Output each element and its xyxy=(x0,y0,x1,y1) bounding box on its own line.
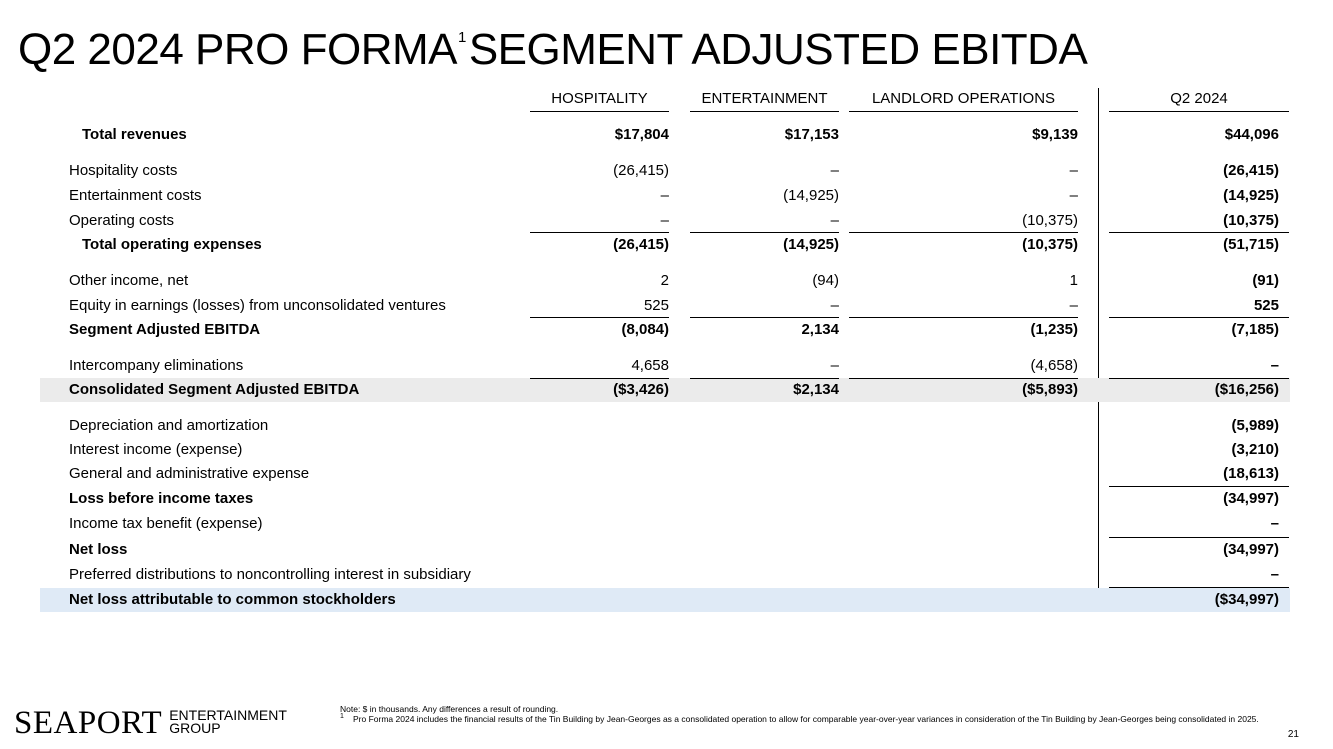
cell-landlord-operations: (10,375) xyxy=(1022,212,1078,229)
footnotes xyxy=(340,704,1280,724)
logo-subtitle-line2: GROUP xyxy=(169,720,221,736)
row-label: Income tax benefit (expense) xyxy=(69,515,263,532)
cell-entertainment: (14,925) xyxy=(783,187,839,204)
cell-q2-2024: – xyxy=(1270,566,1279,583)
row-label: Total operating expenses xyxy=(82,236,262,253)
table-row-hospitality-costs xyxy=(40,159,1290,183)
column-header-entertainment: ENTERTAINMENT xyxy=(690,90,839,112)
table-row-income-tax xyxy=(40,512,1290,536)
cell-entertainment: – xyxy=(830,297,839,314)
table-row-other-income xyxy=(40,269,1290,293)
table-row-total-revenues xyxy=(40,123,1290,147)
cell-q2-2024: – xyxy=(1270,515,1279,532)
cell-landlord-operations: (10,375) xyxy=(1022,236,1078,253)
logo-subtitle-line1: ENTERTAINMENT xyxy=(169,707,287,723)
cell-q2-2024: (10,375) xyxy=(1223,212,1279,229)
cell-hospitality: – xyxy=(660,212,669,229)
cell-landlord-operations: – xyxy=(1069,187,1078,204)
cell-q2-2024: ($34,997) xyxy=(1214,591,1279,608)
table-row-segment-adjusted-ebitda xyxy=(40,318,1290,342)
cell-landlord-operations: (4,658) xyxy=(1030,357,1078,374)
table-row-net-loss xyxy=(40,538,1290,562)
row-label: Loss before income taxes xyxy=(69,490,254,507)
note-text: Note: $ in thousands. Any differences a result of rounding. xyxy=(340,704,559,714)
cell-q2-2024: ($16,256) xyxy=(1214,381,1279,398)
table-row-intercompany-eliminations xyxy=(40,354,1290,378)
cell-q2-2024: (26,415) xyxy=(1223,162,1279,179)
title-main: Q2 2024 PRO FORMA xyxy=(18,25,457,74)
cell-q2-2024: (34,997) xyxy=(1223,541,1279,558)
row-label: Interest income (expense) xyxy=(69,441,243,458)
cell-entertainment: $17,153 xyxy=(784,126,839,143)
cell-hospitality: 525 xyxy=(643,297,669,314)
row-label: Other income, net xyxy=(69,272,189,289)
cell-landlord-operations: – xyxy=(1069,297,1078,314)
cell-entertainment: – xyxy=(830,357,839,374)
cell-q2-2024: 525 xyxy=(1253,297,1279,314)
cell-q2-2024: (18,613) xyxy=(1223,465,1279,482)
cell-entertainment: $2,134 xyxy=(793,381,839,398)
page-number: 21 xyxy=(1287,729,1299,740)
row-label: Segment Adjusted EBITDA xyxy=(69,321,261,338)
cell-q2-2024: (51,715) xyxy=(1223,236,1279,253)
subtotal-rule xyxy=(1109,378,1289,379)
cell-q2-2024: (34,997) xyxy=(1223,490,1279,507)
row-label: Intercompany eliminations xyxy=(69,357,244,374)
row-label: Entertainment costs xyxy=(69,187,202,204)
footnote-marker: 1 xyxy=(340,713,344,720)
table-row-net-loss-attributable xyxy=(40,588,1290,612)
subtotal-rule xyxy=(849,378,1078,379)
table-row-interest-income xyxy=(40,438,1290,462)
column-header-q2-2024: Q2 2024 xyxy=(1109,90,1289,112)
table-row-entertainment-costs xyxy=(40,184,1290,208)
cell-entertainment: (94) xyxy=(812,272,839,289)
cell-landlord-operations: 1 xyxy=(1069,272,1078,289)
table-row-loss-before-income-taxes xyxy=(40,487,1290,511)
footnote-text: Pro Forma 2024 includes the financial results of the Tin Building by Jean-Georges as a consolidated operation to allow for comparable year-over-year variances in consideration of the Tin Building by Jean-Georges being consolidated in 2025. xyxy=(353,714,1259,724)
cell-landlord-operations: (1,235) xyxy=(1030,321,1078,338)
row-label: Equity in earnings (losses) from unconsolidated ventures xyxy=(69,297,446,314)
cell-entertainment: – xyxy=(830,212,839,229)
table-row-total-operating-expenses xyxy=(40,233,1290,257)
row-label: Total revenues xyxy=(82,126,187,143)
cell-hospitality: 4,658 xyxy=(631,357,669,374)
cell-hospitality: (8,084) xyxy=(621,321,669,338)
row-label: Consolidated Segment Adjusted EBITDA xyxy=(69,381,360,398)
cell-entertainment: 2,134 xyxy=(801,321,839,338)
table-row-depreciation-amortization xyxy=(40,414,1290,438)
table-row-consolidated-segment-adjusted-ebitda xyxy=(40,378,1290,402)
subtotal-rule xyxy=(690,378,839,379)
cell-q2-2024: (5,989) xyxy=(1231,417,1279,434)
row-label: Net loss xyxy=(69,541,128,558)
company-logo xyxy=(14,706,287,740)
table-row-equity-in-earnings xyxy=(40,294,1290,318)
cell-hospitality: (26,415) xyxy=(613,236,669,253)
cell-landlord-operations: ($5,893) xyxy=(1022,381,1078,398)
row-label: Preferred distributions to noncontrolling interest in subsidiary xyxy=(69,566,471,583)
row-label: Net loss attributable to common stockholders xyxy=(69,591,396,608)
cell-q2-2024: – xyxy=(1270,357,1279,374)
cell-hospitality: (26,415) xyxy=(613,162,669,179)
column-header-hospitality: HOSPITALITY xyxy=(530,90,669,112)
title-footnote-marker: 1 xyxy=(457,29,466,46)
cell-q2-2024: (14,925) xyxy=(1223,187,1279,204)
cell-q2-2024: (3,210) xyxy=(1231,441,1279,458)
table-row-general-administrative xyxy=(40,462,1290,486)
logo-subtitle xyxy=(169,709,287,735)
table-row-preferred-distributions xyxy=(40,563,1290,587)
logo-wordmark: SEAPORT xyxy=(14,705,163,741)
row-label: Depreciation and amortization xyxy=(69,417,269,434)
cell-entertainment: (14,925) xyxy=(783,236,839,253)
subtotal-rule xyxy=(1109,587,1289,588)
cell-hospitality: 2 xyxy=(660,272,669,289)
cell-q2-2024: (7,185) xyxy=(1231,321,1279,338)
column-header-landlord-operations: LANDLORD OPERATIONS xyxy=(849,90,1078,112)
subtotal-rule xyxy=(530,378,669,379)
cell-q2-2024: (91) xyxy=(1252,272,1279,289)
row-label: General and administrative expense xyxy=(69,465,310,482)
row-label: Hospitality costs xyxy=(69,162,178,179)
cell-landlord-operations: $9,139 xyxy=(1032,126,1078,143)
table-row-operating-costs xyxy=(40,209,1290,233)
cell-q2-2024: $44,096 xyxy=(1224,126,1279,143)
cell-landlord-operations: – xyxy=(1069,162,1078,179)
cell-hospitality: $17,804 xyxy=(614,126,669,143)
cell-hospitality: ($3,426) xyxy=(613,381,669,398)
footnote xyxy=(340,714,1280,724)
cell-hospitality: – xyxy=(660,187,669,204)
cell-entertainment: – xyxy=(830,162,839,179)
title-rest: SEGMENT ADJUSTED EBITDA xyxy=(468,25,1088,74)
row-label: Operating costs xyxy=(69,212,175,229)
